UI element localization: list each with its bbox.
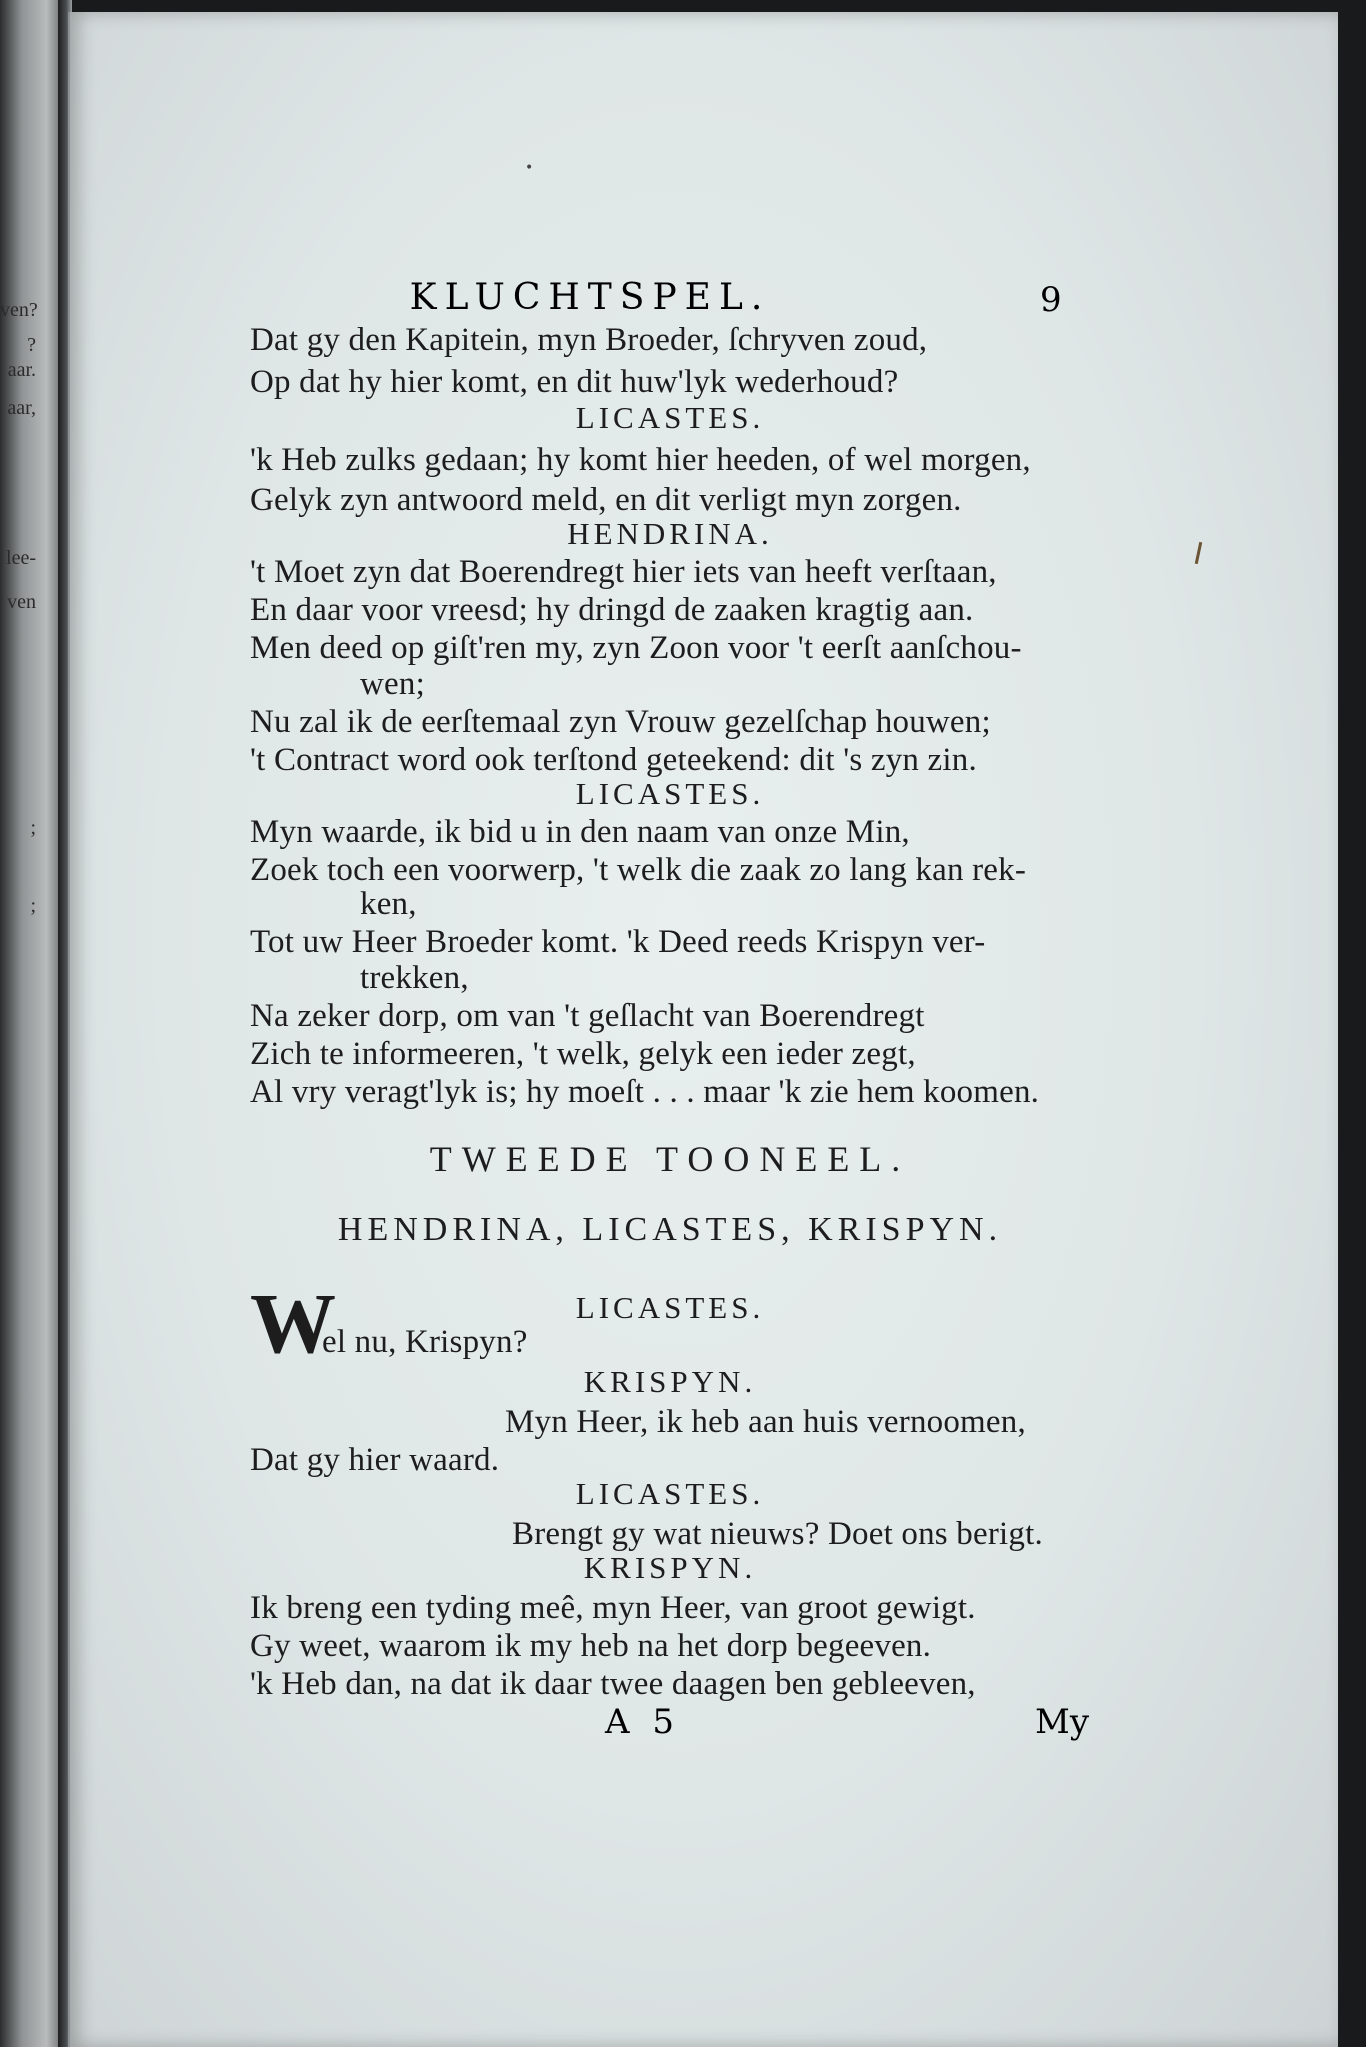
speaker-name: LICASTES.: [575, 776, 765, 811]
facing-page-edge: [0, 0, 62, 2047]
verse-line: Myn waarde, ik bid u in den naam van onze Min,: [250, 814, 910, 850]
verse-line: 'k Heb dan, na dat ik daar twee daagen ben gebleeven,: [250, 1666, 976, 1702]
verse-line: Gelyk zyn antwoord meld, en dit verligt myn zorgen.: [250, 482, 962, 518]
verse-line: 't Moet zyn dat Boerendregt hier iets van heeft verſtaan,: [250, 554, 997, 590]
verse-line: Dat gy hier waard.: [250, 1442, 500, 1478]
verse-line: 'k Heb zulks gedaan; hy komt hier heeden, of wel morgen,: [250, 442, 1031, 478]
book-page: [68, 12, 1338, 2047]
verse-line: En daar voor vreesd; hy dringd de zaaken kragtig aan.: [250, 592, 974, 628]
speaker-name: KRISPYN.: [583, 1550, 757, 1585]
verse-line: Brengt gy wat nieuws? Doet ons berigt.: [512, 1516, 1043, 1552]
facing-page-fragment: lee-: [6, 547, 36, 569]
facing-page-fragment: ;: [30, 895, 36, 917]
verse-line: el nu, Krispyn?: [322, 1324, 528, 1360]
verse-line: trekken,: [360, 960, 469, 996]
scene-title: TWEEDE TOONEEL.: [429, 1139, 911, 1179]
verse-line: Op dat hy hier komt, en dit huw'lyk wederhoud?: [250, 364, 899, 400]
speaker-name: HENDRINA.: [567, 516, 773, 551]
verse-line: Nu zal ik de eerſtemaal zyn Vrouw gezelſchap houwen;: [250, 704, 991, 740]
catchword: My: [1035, 1702, 1090, 1742]
verse-line: Myn Heer, ik heb aan huis vernoomen,: [505, 1404, 1026, 1440]
running-head: KLUCHTSPEL.: [409, 277, 771, 318]
facing-page-fragment: aar.: [7, 359, 36, 381]
verse-line: 't Contract word ook terſtond geteekend: dit 's zyn zin.: [250, 742, 977, 778]
verse-line: Zoek toch een voorwerp, 't welk die zaak zo lang kan rek-: [250, 852, 1027, 888]
facing-page-fragment: aar,: [7, 397, 36, 419]
facing-page-fragment: ?: [27, 334, 36, 356]
verse-line: Gy weet, waarom ik my heb na het dorp begeeven.: [250, 1628, 932, 1664]
page-number: 9: [1040, 280, 1062, 320]
facing-page-fragment: ;: [30, 817, 36, 839]
signature-mark: A 5: [605, 1702, 680, 1742]
verse-line: ken,: [360, 886, 417, 922]
speaker-name: LICASTES.: [575, 1476, 765, 1511]
verse-line: Dat gy den Kapitein, myn Broeder, ſchryven zoud,: [250, 322, 928, 358]
verse-line: Zich te informeeren, 't welk, gelyk een ieder zegt,: [250, 1036, 916, 1072]
speaker-name: KRISPYN.: [583, 1364, 757, 1399]
verse-line: Ik breng een tyding meê, myn Heer, van groot gewigt.: [250, 1590, 976, 1626]
drop-cap: W: [250, 1275, 336, 1371]
verse-line: wen;: [360, 666, 425, 702]
verse-line: Men deed op giſt'ren my, zyn Zoon voor 't eerſt aanſchou-: [250, 630, 1022, 666]
verse-line: Tot uw Heer Broeder komt. 'k Deed reeds Krispyn ver-: [250, 924, 986, 960]
character-list: HENDRINA, LICASTES, KRISPYN.: [337, 1211, 1003, 1248]
facing-page-fragment: ven: [7, 591, 36, 613]
verse-line: Na zeker dorp, om van 't geſlacht van Boerendregt: [250, 998, 925, 1034]
ornament-mark: •: [525, 160, 534, 176]
speaker-name: LICASTES.: [575, 1290, 765, 1325]
verse-line: Al vry veragt'lyk is; hy moeſt . . . maar 'k zie hem koomen.: [250, 1074, 1040, 1110]
speaker-name: LICASTES.: [575, 400, 765, 435]
ink-mark: [1195, 542, 1203, 564]
facing-page-fragment: ven?: [0, 299, 38, 321]
